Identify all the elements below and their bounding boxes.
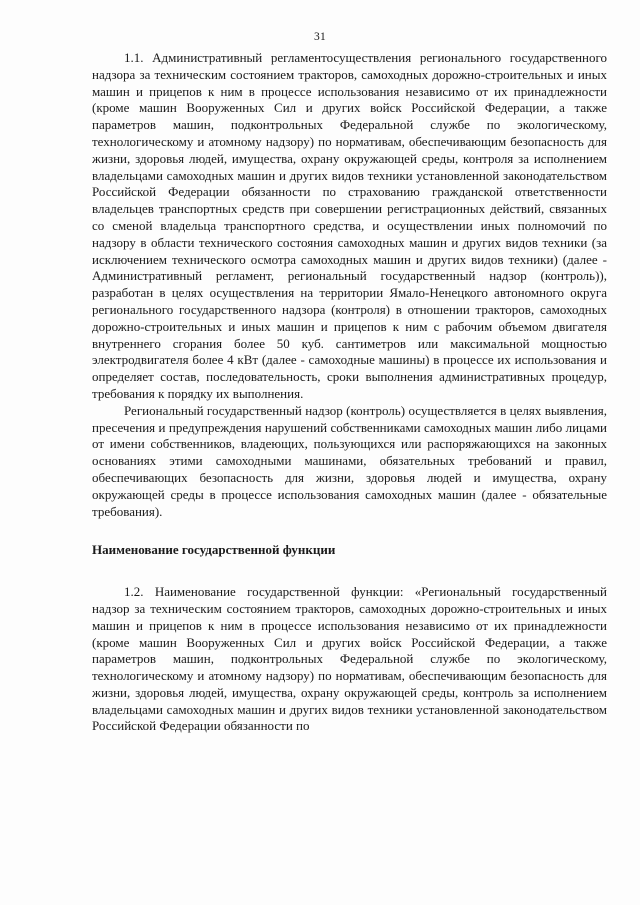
document-body — [92, 50, 607, 735]
paragraph-1-2: 1.2. Наименование государственной функции: «Региональный государственный надзор за техническим состоянием тракторов, самоходных дорожно-строительных и иных машин и прицепов к ним в процессе использования независимо от их принадлежности (кроме машин Вооруженных Сил и других войск Российской Федерации, а также параметров машин, подконтрольных Федеральной службе по экологическому, технологическому и атомному надзору) по нормативам, обеспечивающим безопасность для жизни, здоровья людей, имущества, охрану окружающей среды, контроль за исполнением владельцами самоходных машин и других видов техники установленной законодательством Российской Федерации обязанности по — [92, 584, 607, 734]
section-heading: Наименование государственной функции — [92, 542, 336, 558]
paragraph-1-1: 1.1. Административный регламентосуществления регионального государственного надзора за техническим состоянием тракторов, самоходных дорожно-строительных и иных машин и прицепов к ним в процессе использования независимо от их принадлежности (кроме машин Вооруженных Сил и других войск Российской Федерации, а также параметров машин, подконтрольных Федеральной службе по экологическому, технологическому и атомному надзору) по нормативам, обеспечивающим безопасность для жизни, здоровья людей, имущества, охрану окружающей среды, контроля за исполнением владельцами самоходных машин и других видов техники установленной законодательством Российской Федерации обязанности по страхованию гражданской ответственности владельцев транспортных средств при совершении регистрационных действий, связанных со сменой владельца транспортного средства, и осуществлении иных полномочий по надзору в области технического состояния самоходных машин и других видов техники (за исключением технического осмотра самоходных машин и других видов техники) (далее - Административный регламент, региональный государственный надзор (контроль)), разработан в целях осуществления на территории Ямало-Ненецкого автономного округа регионального государственного надзора (контроля) в отношении тракторов, самоходных дорожно-строительных и иных машин и прицепов к ним с рабочим объемом двигателя внутреннего сгорания более 50 куб. сантиметров или максимальной мощностью электродвигателя более 4 кВт (далее - самоходные машины) в процессе их использования и определяет состав, последовательность, сроки выполнения административных процедур, требования к порядку их выполнения. — [92, 50, 607, 401]
paragraph-purpose: Региональный государственный надзор (контроль) осуществляется в целях выявления, пресечения и предупреждения нарушений собственниками самоходных машин либо лицами от имени собственников, владеющих, пользующихся или распоряжающихся на законных основаниях этими самоходными машинами, обязательных требований и правил, обеспечивающих безопасность для жизни, здоровья людей и имущества, охрану окружающей среды в процессе использования самоходных машин (далее - обязательные требования). — [92, 402, 607, 519]
page-number: 31 — [313, 31, 327, 43]
